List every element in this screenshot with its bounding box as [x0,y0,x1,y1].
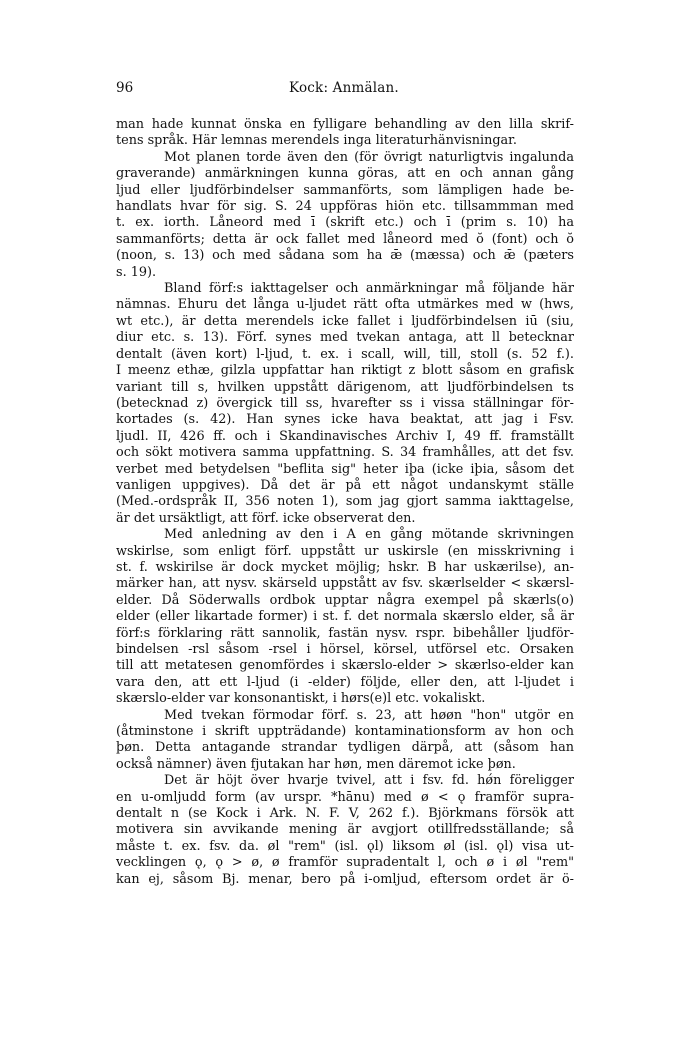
text-line: verbet med betydelsen "beflita sig" heter iþa (icke iþia, såsom det [116,461,574,477]
text-line: diur etc. s. 13). Förf. synes med tvekan antaga, att ll betecknar [116,330,574,346]
text-line: märker han, att nysv. skärseld uppstått av fsv. skærlselder < skærsl- [116,576,574,592]
text-line: (noon, s. 13) och med sådana som ha ǣ (mæssa) och ǣ (pæters [116,248,574,264]
text-line: och sökt motivera samma uppfattning. S. 34 framhålles, att det fsv. [116,445,574,461]
text-line: vanligen uppgives). Då det är på ett något undanskymt ställe [116,477,574,493]
text-line: dentalt (även kort) l-ljud, t. ex. i scall, will, till, stoll (s. 52 f.). [116,346,574,362]
text-line: bindelsen -rsl såsom -rsel i hörsel, körsel, utförsel etc. Orsaken [116,642,574,657]
text-line: wskirlse, som enligt förf. uppstått ur uskirsle (en misskrivning i [116,543,574,559]
page-header [116,80,572,100]
text-line: en u-omljudd form (av urspr. *hānu) med ø < ǫ framför supra- [116,789,574,805]
text-line: elder. Då Söderwalls ordbok upptar några exempel på skærls(o) [116,592,574,608]
text-line: vara den, att ett l-ljud (i -elder) följde, eller den, att l-ljudet i [116,674,574,690]
text-line: I meenz ethæ, gilzla uppfattar han riktigt z blott såsom en grafisk [116,363,574,379]
text-line: variant till s, hvilken uppstått därigenom, att ljudförbindelsen ts [116,379,574,395]
text-line: ljudl. II, 426 ff. och i Skandinavisches Archiv I, 49 ff. framställt [116,428,574,444]
text-line: (åtminstone i skrift uppträdande) kontaminationsform av hon och [116,724,574,740]
text-line: (Med.-ordspråk II, 356 noten 1), som jag gjort samma iakttagelse, [116,494,574,510]
text-line: sammanförts; detta är ock fallet med låneord med ŏ (font) och ŏ [116,231,574,247]
text-line: Mot planen torde även den (för övrigt naturligtvis ingalunda [164,149,574,165]
body-text [116,117,574,888]
text-line: (betecknad z) övergick till ss, hvarefter ss i vissa ställningar för- [116,395,574,411]
text-line: þøn. Detta antagande strandar tydligen därpå, att (såsom han [116,740,574,756]
text-line: man hade kunnat önska en fylligare behandling av den lilla skrif- [116,117,574,132]
text-line: wt etc.), är detta merendels icke fallet i ljudförbindelsen iū (siu, [116,313,574,329]
text-line: s. 19). [116,264,157,280]
text-line: kortades (s. 42). Han synes icke hava beaktat, att jag i Fsv. [116,412,574,428]
running-head: Kock: Anmälan. [289,80,399,96]
text-line: skærslo-elder var konsonantiskt, i hørs(e)l etc. vokaliskt. [116,691,486,707]
text-line: är det ursäktligt, att förf. icke observerat den. [116,510,416,526]
text-line: nämnas. Ehuru det långa u-ljudet rätt ofta utmärkes med w (hws, [116,297,574,313]
text-line: ljud eller ljudförbindelser sammanförts, som lämpligen hade be- [116,182,574,198]
text-line: förf:s förklaring rätt sannolik, fastän nysv. rspr. bibehåller ljudför- [116,625,574,641]
text-line: vecklingen ǫ, ǫ > ø, ø framför supradentalt l, och ø i øl "rem" [116,855,574,871]
text-line: Med tvekan förmodar förf. s. 23, att høøn "hon" utgör en [164,707,574,723]
text-line: handlats hvar för sig. S. 24 uppföras hiön etc. tillsammman med [116,199,574,215]
text-line: graverande) anmärkningen kunna göras, att en och annan gång [116,166,574,182]
text-line: måste t. ex. fsv. da. øl "rem" (isl. ǫl) liksom øl (isl. ǫl) visa ut- [116,838,574,854]
text-line: också nämner) även fjutakan har høn, men däremot icke þøn. [116,756,516,772]
text-line: t. ex. iorth. Låneord med ī (skrift etc.) och ī (prim s. 10) ha [116,215,574,231]
page-number: 96 [116,80,134,96]
text-line: Bland förf:s iakttagelser och anmärkningar må följande här [164,281,574,297]
text-line: elder (eller likartade former) i st. f. det normala skærslo elder, så är [116,609,574,625]
text-line: st. f. wskirilse är dock mycket möjlig; hskr. B har uskærilse), an- [116,559,574,575]
text-line: Det är höjt över hvarje tvivel, att i fsv. fd. hǿn föreligger [164,773,574,789]
text-line: Med anledning av den i A en gång mötande skrivningen [164,527,574,543]
text-line: motivera sin avvikande mening är avgjort otillfredsställande; så [116,822,574,838]
text-line: till att metatesen genomfördes i skærslo-elder > skærlso-elder kan [116,658,574,674]
text-line: dentalt n (se Kock i Ark. N. F. V, 262 f.). Björkmans försök att [116,806,574,822]
text-line: kan ej, såsom Bj. menar, bero på i-omljud, eftersom ordet är ö- [116,871,574,887]
text-line: tens språk. Här lemnas merendels inga literaturhänvisningar. [116,133,517,149]
